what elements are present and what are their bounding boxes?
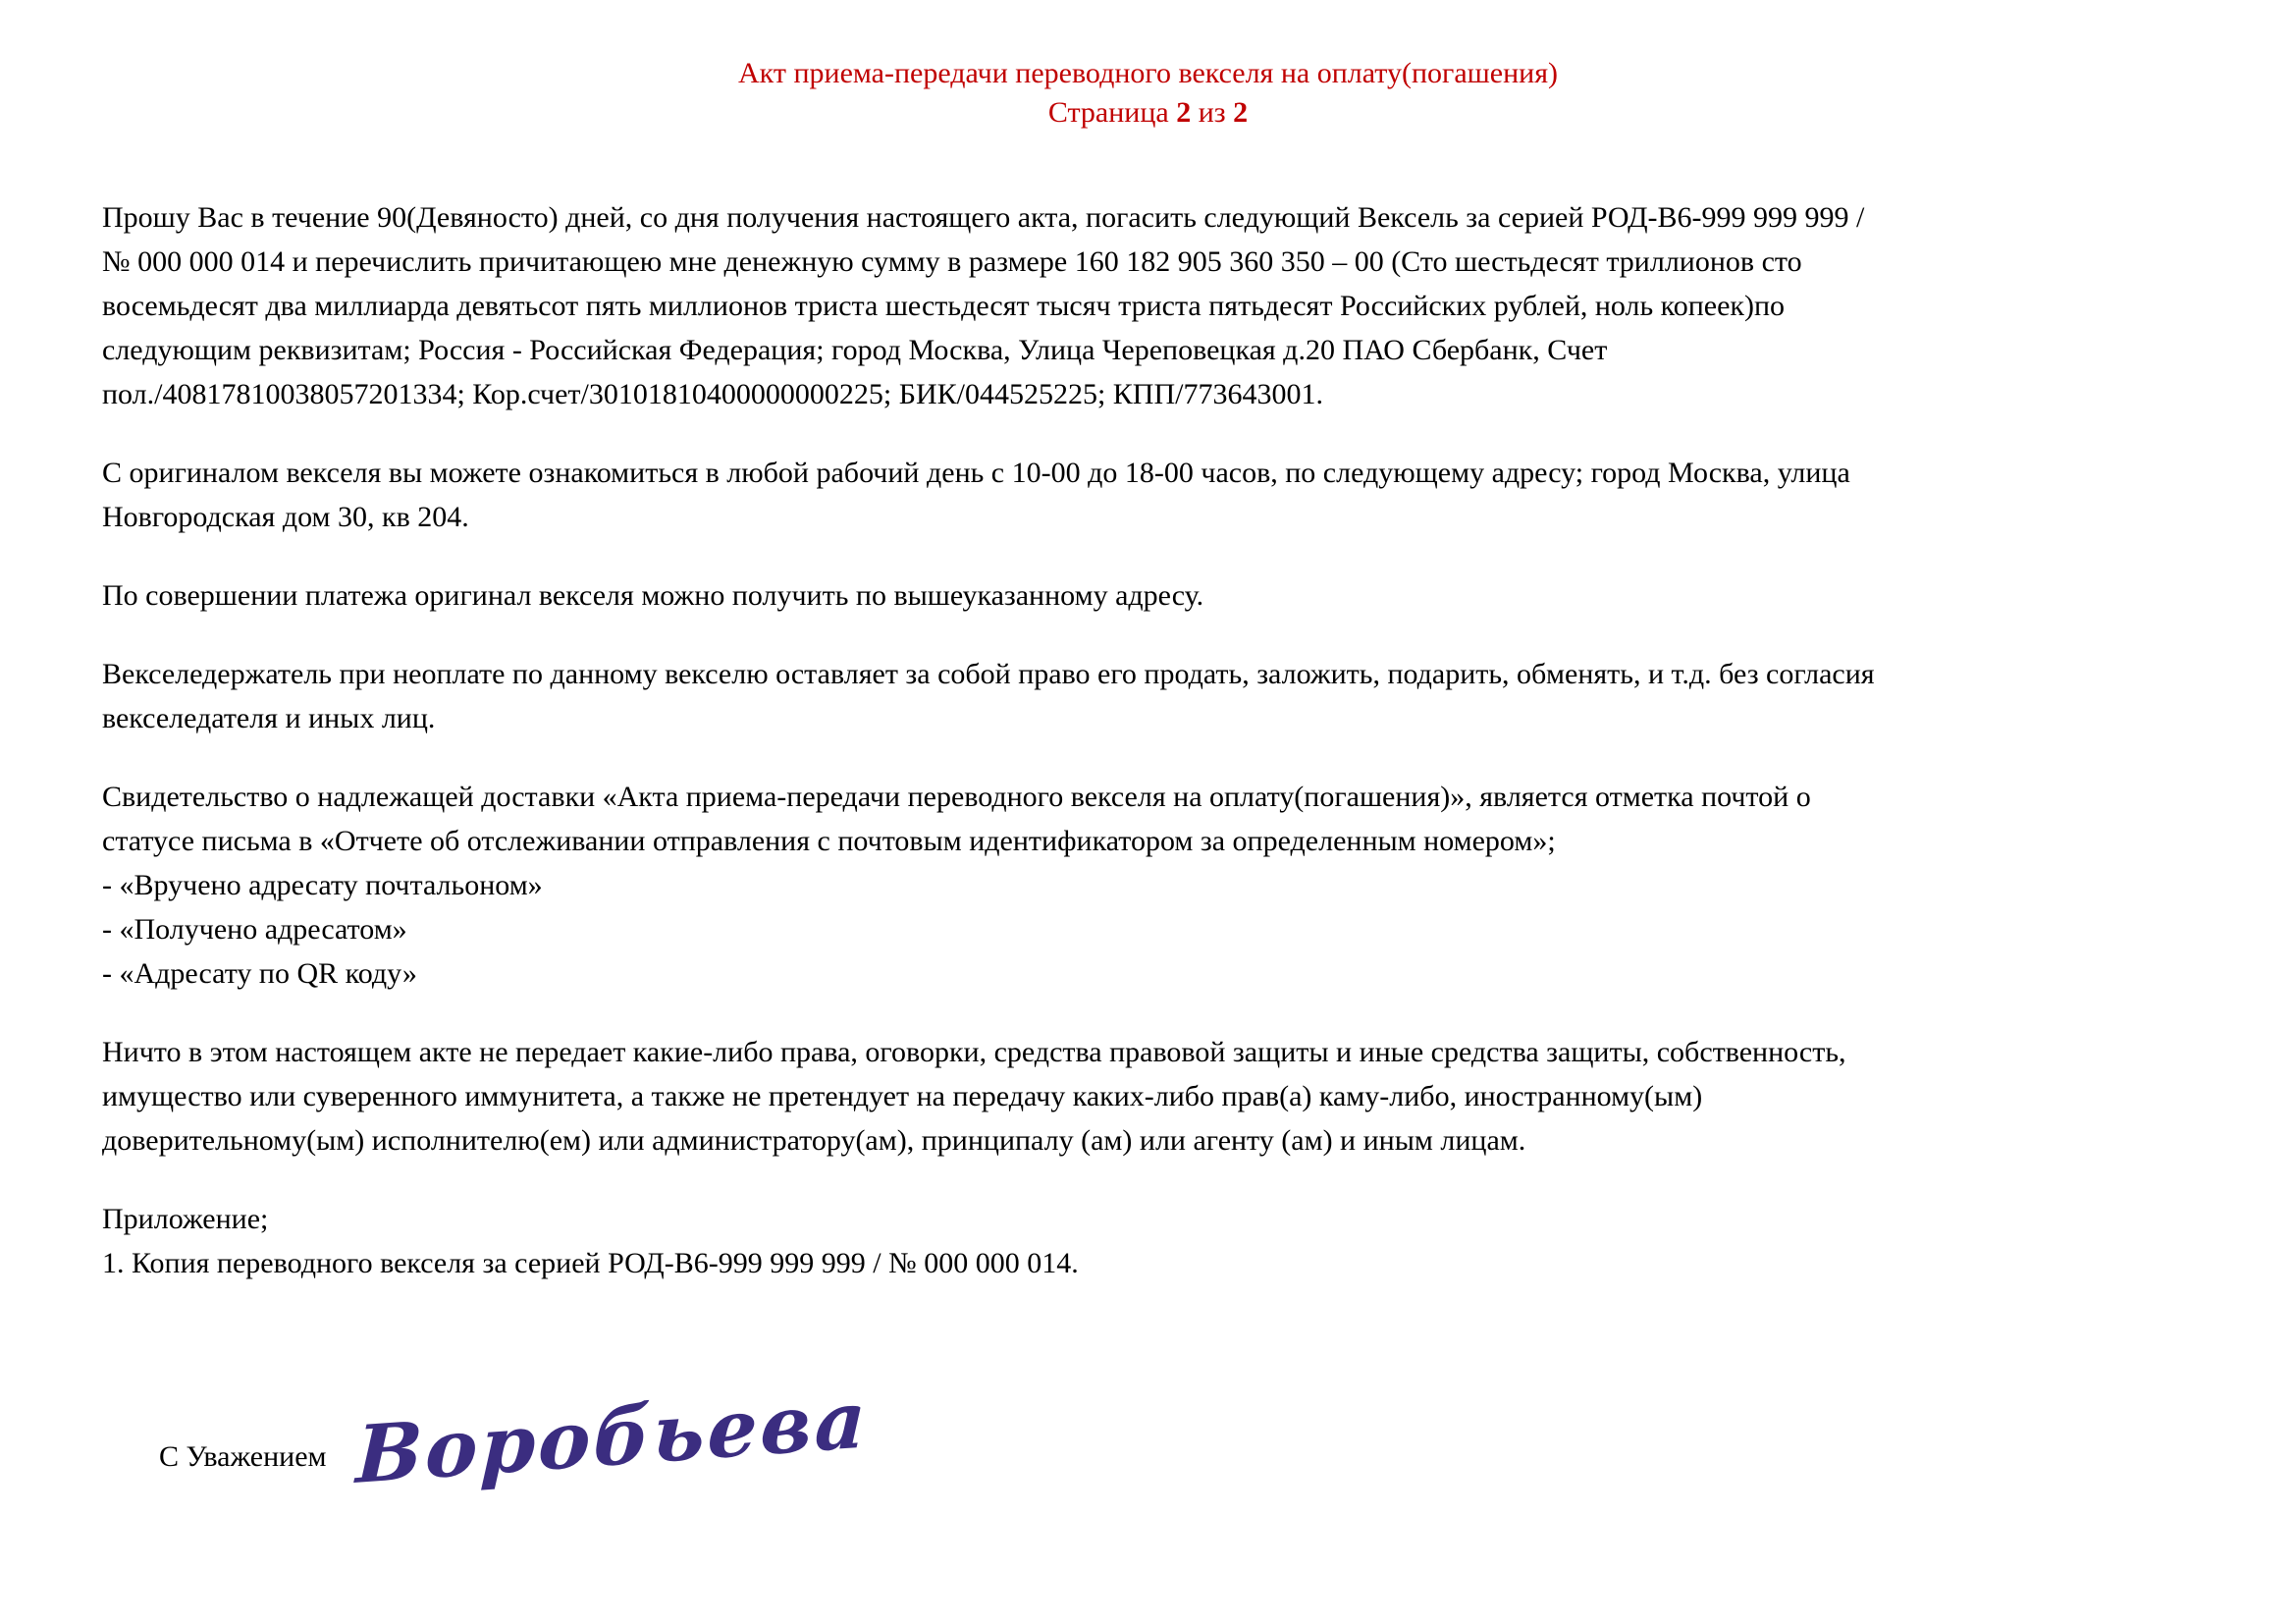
paragraph: С оригиналом векселя вы можете ознакомиться в любой рабочий день с 10-00 до 18-00 часов, по следующему адресу; город Москва, улица Новгородская дом 30, кв 204. xyxy=(102,457,1850,533)
handwritten-signature: Воробьева xyxy=(353,1373,870,1501)
closing-salutation: С Уважением xyxy=(159,1440,327,1473)
page-indicator-current: 2 xyxy=(1176,96,1192,129)
document-body xyxy=(102,195,2194,1285)
document-title: Акт приема-передачи переводного векселя на оплату(погашения) xyxy=(738,57,1558,89)
paragraph: Прошу Вас в течение 90(Девяносто) дней, со дня получения настоящего акта, погасить следующий Вексель за серией РОД-В6-999 999 999 / № 000 000 014 и перечислить причитающею мне денежную сумму в размере 160 182 905 360 350 – 00 (Сто шестьдесят триллионов сто восемьдесят два миллиарда девятьсот пять миллионов триста шестьдесят тысяч триста пятьдесят Российских рублей, ноль копеек)по следующим реквизитам; Россия - Российская Федерация; город Москва, Улица Череповецкая д.20 ПАО Сбербанк, Счет пол./40817810038057201334; Кор.счет/30101810400000000225; БИК/044525225; КПП/773643001. xyxy=(102,201,1865,410)
page-indicator-separator: из xyxy=(1198,96,1226,129)
paragraph: Свидетельство о надлежащей доставки «Акта приема-передачи переводного векселя на оплату(погашения)», является отметка почтой о статусе письма в «Отчете об отслеживании отправления с почтовым идентификатором за определенным номером»; - «Вручено адресату почтальоном» - «Получено адресатом» - «Адресату по QR коду» xyxy=(102,781,1811,990)
paragraph: По совершении платежа оригинал векселя можно получить по вышеуказанному адресу. xyxy=(102,579,1204,612)
page-indicator-total: 2 xyxy=(1233,96,1249,129)
page-indicator-prefix: Страница xyxy=(1047,96,1169,129)
paragraph: Приложение; 1. Копия переводного векселя за серией РОД-В6-999 999 999 / № 000 000 014. xyxy=(102,1203,1079,1279)
paragraph: Векселедержатель при неоплате по данному векселю оставляет за собой право его продать, заложить, подарить, обменять, и т.д. без согласия векселедателя и иных лиц. xyxy=(102,658,1875,734)
closing-block xyxy=(102,1373,2194,1509)
page-indicator xyxy=(102,94,2194,131)
document-header xyxy=(102,55,2194,131)
paragraph: Ничто в этом настоящем акте не передает какие-либо права, оговорки, средства правовой защиты и иные средства защиты, собственность, имущество или суверенного иммунитета, а также не претендует на передачу каких-либо прав(а) каму-либо, иностранному(ым) доверительному(ым) исполнителю(ем) или администратору(ам), принципалу (ам) или агенту (ам) и иным лицам. xyxy=(102,1036,1846,1157)
